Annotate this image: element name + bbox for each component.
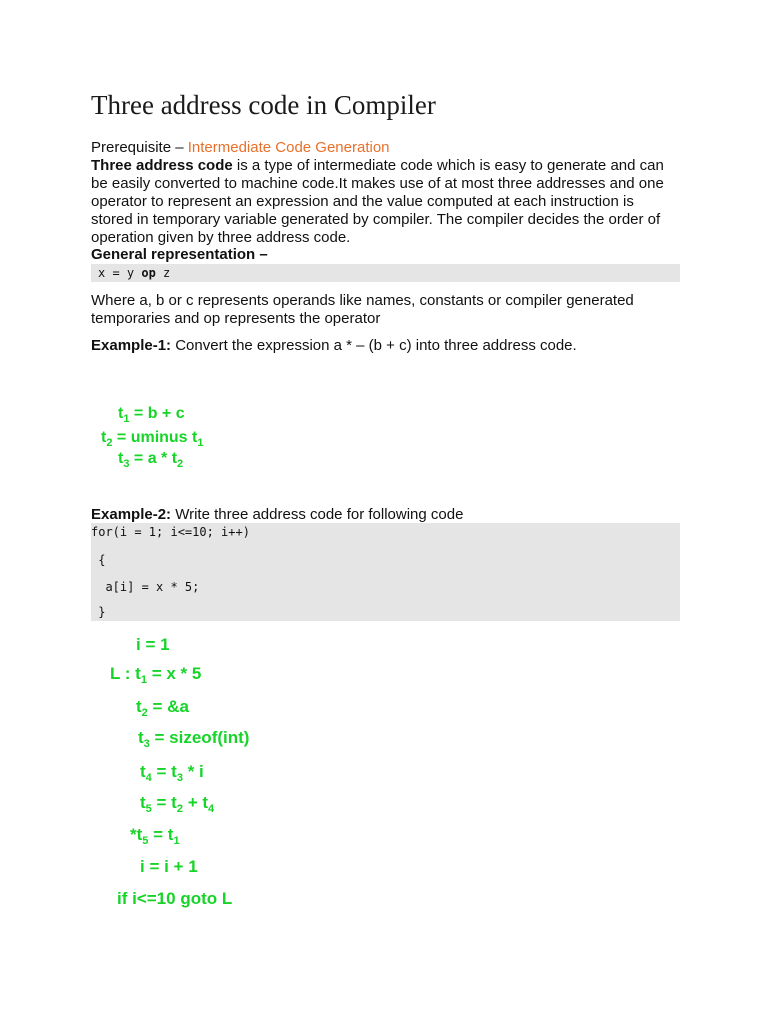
example1-line: Example-1: Convert the expression a * – (b + c) into three address code. bbox=[91, 337, 577, 354]
example2-line: Example-2: Write three address code for following code bbox=[91, 506, 464, 523]
operands-note: Where a, b or c represents operands like names, constants or compiler generated temporaries and op represents the operator bbox=[91, 292, 634, 327]
intro-paragraph bbox=[91, 157, 681, 247]
code-line-3: a[i] = x * 5; bbox=[91, 580, 200, 594]
general-representation-code: x = y op z bbox=[91, 264, 680, 282]
example2-result-6: $t_5 = t_2 + t_4$ bbox=[140, 793, 215, 815]
code-line-2: { bbox=[91, 553, 106, 567]
example1-result-2: $t_2$ = uminus $t_1$ bbox=[101, 429, 204, 449]
example2-code-block bbox=[91, 523, 680, 621]
intro-line-2: be easily converted to machine code.It makes use of at most three addresses and one bbox=[91, 175, 664, 192]
intro-line-5: operation given by three address code. bbox=[91, 229, 351, 246]
code-line-4: } bbox=[91, 605, 106, 619]
example2-result-1: i = 1 bbox=[136, 635, 170, 654]
example2-result-7: $*t_5 = t_1$ bbox=[130, 825, 180, 847]
prerequisite-label: Prerequisite – bbox=[91, 139, 188, 156]
example2-result-2: L : $t_1 = x * 5$ bbox=[110, 664, 202, 686]
example1-label: Example-1: bbox=[91, 337, 172, 354]
example2-result-3: $t_2$ = &a bbox=[136, 697, 189, 719]
intro-line-3: operator to represent an expression and the value computed at each instruction is bbox=[91, 193, 634, 210]
example1-result-3: $t_3 = a * t_2$ bbox=[118, 450, 184, 470]
intro-bold-term: Three address code bbox=[91, 157, 233, 174]
example1-result-1: $t_1 = b + c$ bbox=[118, 405, 185, 425]
example2-result-4: $t_3$ = sizeof(int) bbox=[138, 728, 250, 750]
example2-result-9: if i<=10 goto L bbox=[117, 889, 233, 908]
page-title: Three address code in Compiler bbox=[91, 90, 436, 120]
code-line-1: for(i = 1; i<=10; i++) bbox=[91, 525, 250, 539]
intro-line-4: stored in temporary variable generated by compiler. The compiler decides the order of bbox=[91, 211, 661, 228]
example2-label: Example-2: bbox=[91, 506, 172, 523]
intro-line-1: Three address code is a type of intermediate code which is easy to generate and can bbox=[91, 157, 664, 174]
example2-result-5: $t_4 = t_3 * i$ bbox=[140, 762, 204, 784]
example2-result-8: i = i + 1 bbox=[140, 857, 198, 876]
general-representation-heading: General representation – bbox=[91, 246, 268, 263]
prerequisite-line bbox=[91, 139, 390, 157]
intermediate-code-generation-link[interactable]: Intermediate Code Generation bbox=[187, 139, 390, 156]
